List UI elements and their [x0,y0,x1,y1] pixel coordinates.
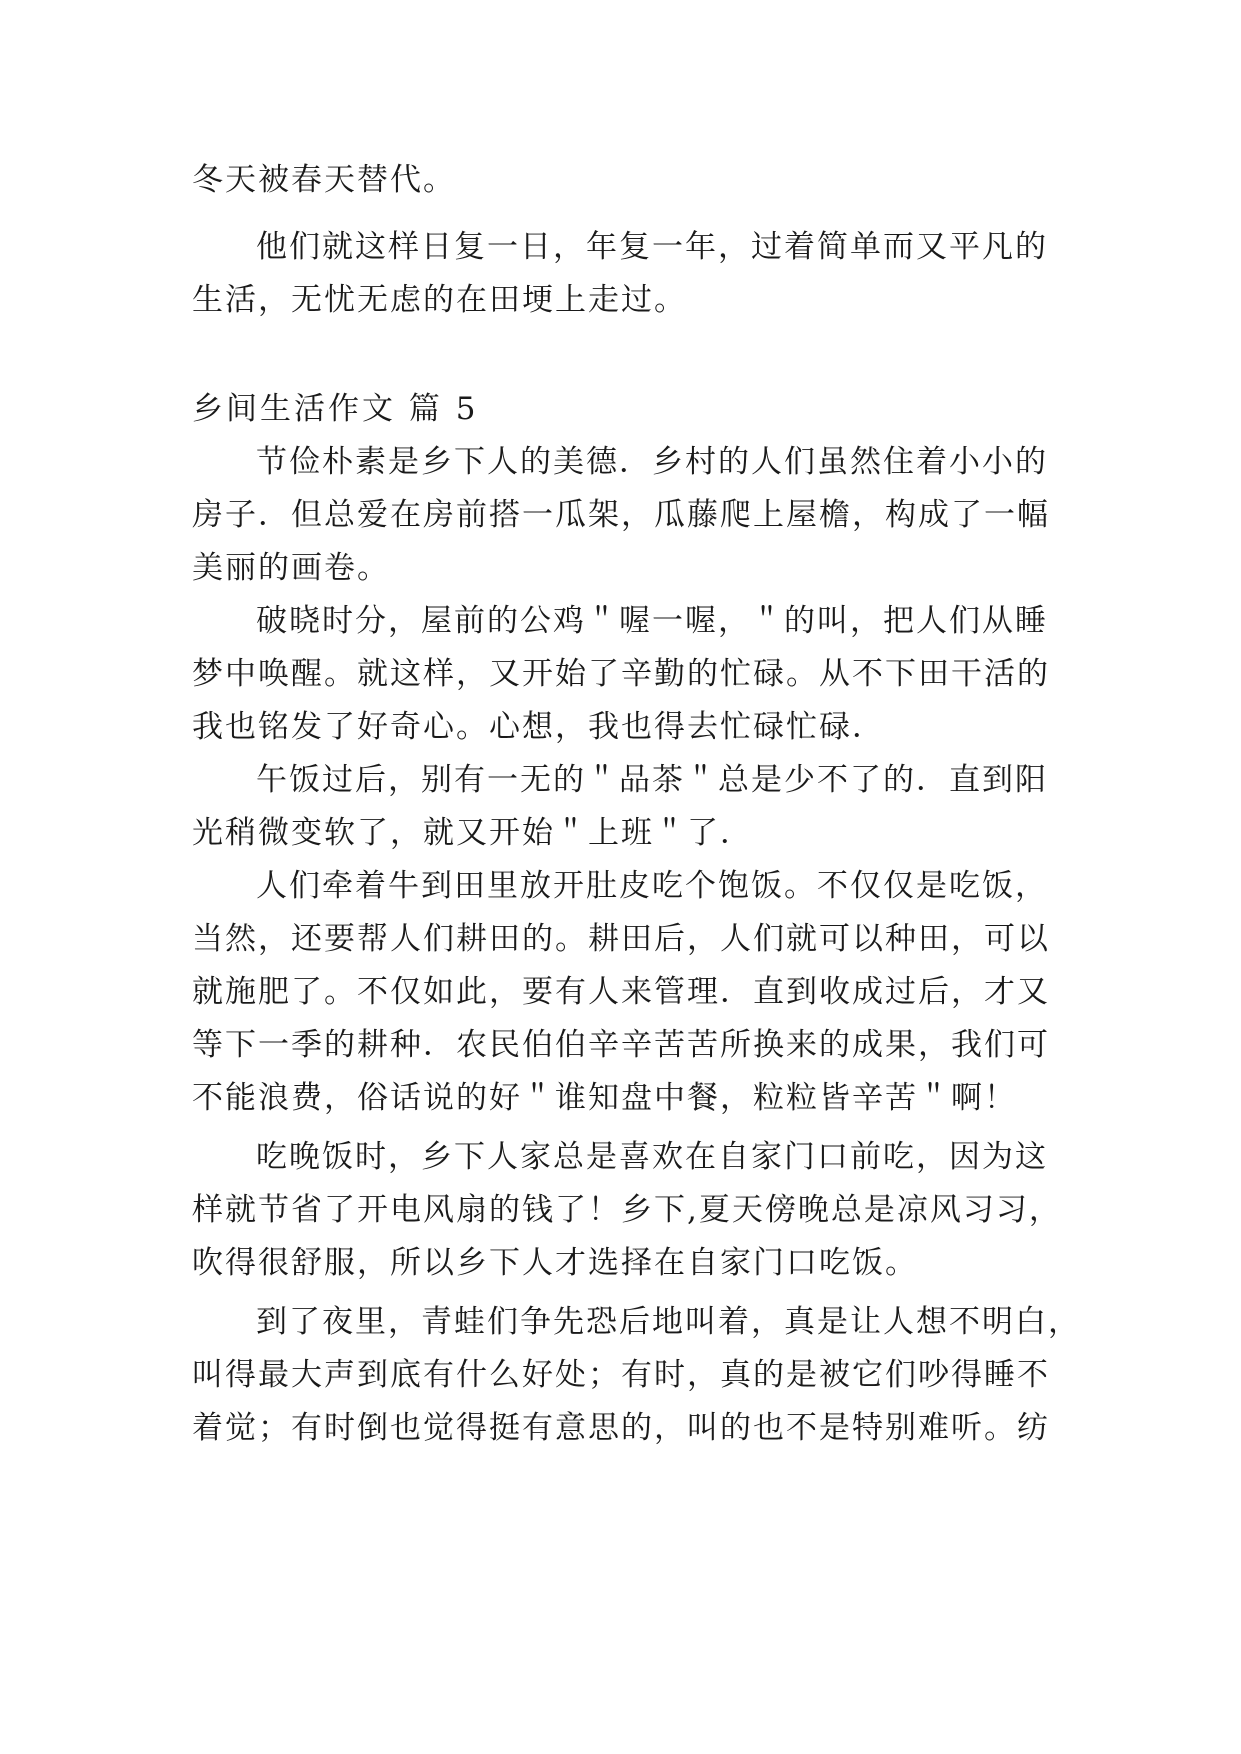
paragraph-first-line: 人们牵着牛到田里放开肚皮吃个饱饭。不仅仅是吃饭， [256,868,1048,904]
text-line: 等下一季的耕种．农民伯伯辛辛苦苦所换来的成果，我们可 [192,1027,1050,1063]
text-line: 冬天被春天替代。 [192,162,456,198]
section-heading: 乡间生活作文 篇 5 [192,391,479,427]
text-line: 就施肥了。不仅如此，要有人来管理．直到收成过后，才又 [192,974,1050,1010]
text-line: 着觉；有时倒也觉得挺有意思的，叫的也不是特别难听。纺 [192,1410,1050,1446]
text-line: 房子．但总爱在房前搭一瓜架，瓜藤爬上屋檐，构成了一幅 [192,497,1050,533]
paragraph-first-line: 节俭朴素是乡下人的美德．乡村的人们虽然住着小小的 [256,444,1048,480]
text-line: 生活，无忧无虑的在田埂上走过。 [192,282,687,318]
text-line: 叫得最大声到底有什么好处；有时，真的是被它们吵得睡不 [192,1357,1050,1393]
text-line: 我也铭发了好奇心。心想，我也得去忙碌忙碌． [192,709,885,745]
paragraph-first-line: 他们就这样日复一日，年复一年，过着简单而又平凡的 [256,229,1048,265]
text-line: 梦中唤醒。就这样，又开始了辛勤的忙碌。从不下田干活的 [192,656,1050,692]
paragraph-first-line: 午饭过后，别有一无的＂品茶＂总是少不了的．直到阳 [256,762,1048,798]
paragraph-first-line: 吃晚饭时，乡下人家总是喜欢在自家门口前吃，因为这 [256,1139,1048,1175]
text-line: 吹得很舒服，所以乡下人才选择在自家门口吃饭。 [192,1245,918,1281]
paragraph-first-line: 到了夜里，青蛙们争先恐后地叫着，真是让人想不明白， [256,1304,1081,1340]
text-line: 当然，还要帮人们耕田的。耕田后，人们就可以种田，可以 [192,921,1050,957]
text-line: 不能浪费，俗话说的好＂谁知盘中餐，粒粒皆辛苦＂啊！ [192,1080,1017,1116]
text-line: 光稍微变软了，就又开始＂上班＂了． [192,815,753,851]
text-line: 样就节省了开电风扇的钱了！乡下,夏天傍晚总是凉风习习， [192,1192,1062,1228]
paragraph-first-line: 破晓时分，屋前的公鸡＂喔一喔，＂的叫，把人们从睡 [256,603,1048,639]
text-line: 美丽的画卷。 [192,550,390,586]
